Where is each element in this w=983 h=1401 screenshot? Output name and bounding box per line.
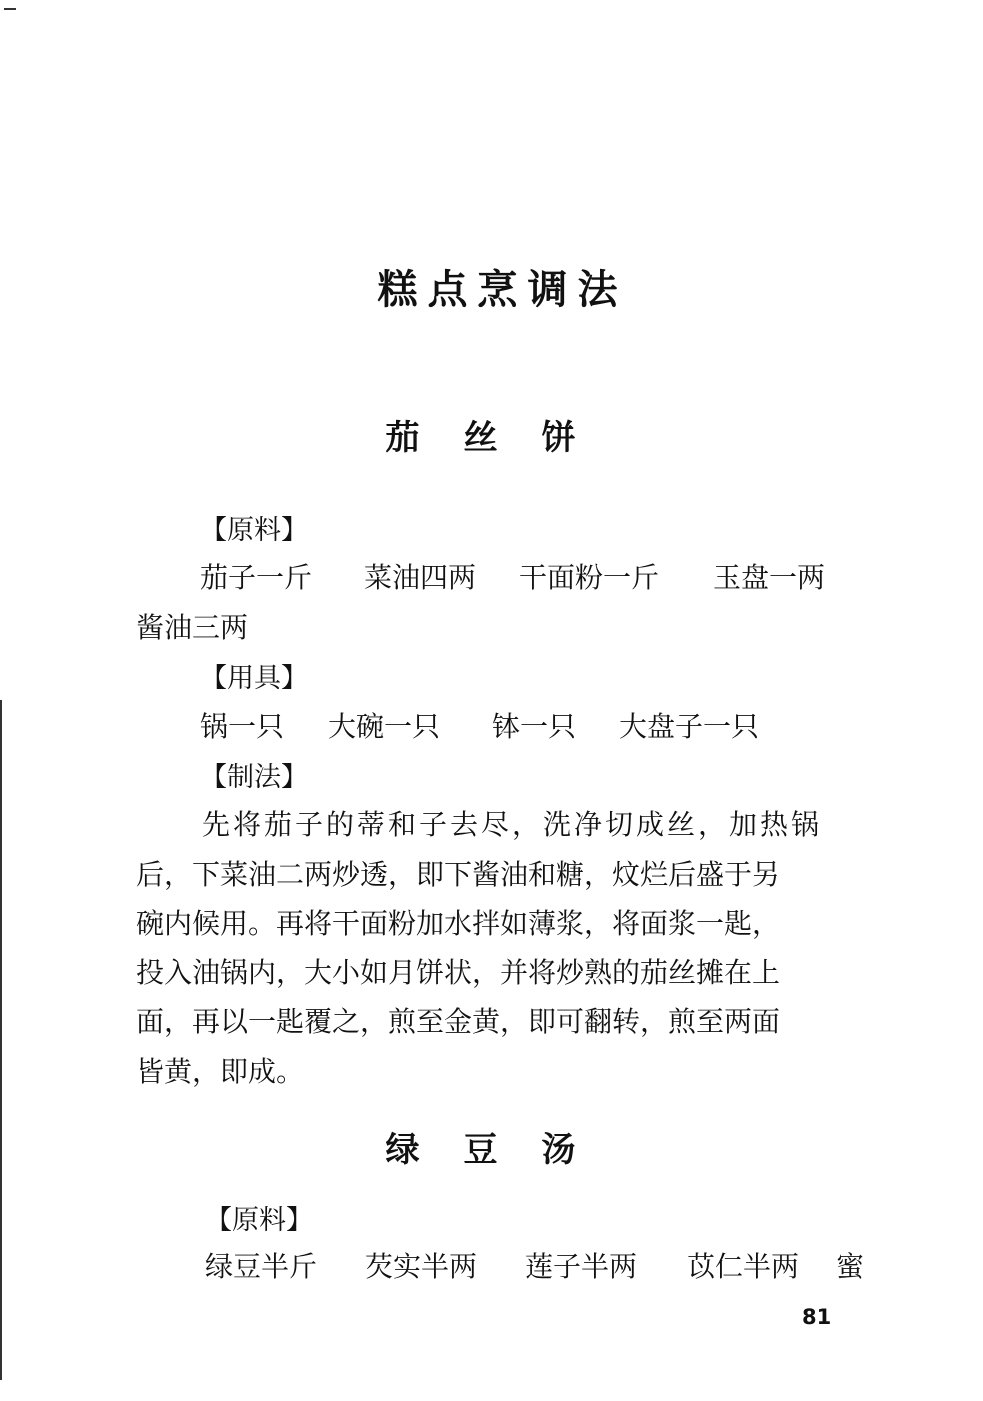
method-line: 皆黄，即成。 (136, 1055, 305, 1088)
tool-item: 大盘子一只 (619, 710, 760, 743)
ingredient-item: 苡仁半两 (687, 1250, 800, 1283)
method-line: 后，下菜油二两炒透，即下酱油和糖，炆烂后盛于另 (136, 858, 781, 891)
method-line: 先将茄子的蒂和子去尽，洗净切成丝，加热锅 (202, 808, 823, 841)
method-label: 【制法】 (200, 762, 308, 793)
method-line: 投入油锅内，大小如月饼状，并将炒熟的茄丝摊在上 (136, 956, 781, 989)
tool-item: 钵一只 (492, 710, 577, 743)
ingredients-line (200, 556, 825, 596)
ingredient-item: 干面粉一斤 (519, 561, 660, 594)
ingredients-line (205, 1245, 864, 1285)
chapter-title: 糕点烹调法 (377, 267, 628, 313)
ingredients-label: 【原料】 (205, 1205, 313, 1236)
page-number: 81 (802, 1305, 832, 1329)
ingredients-line-cont: 酱油三两 (136, 611, 249, 644)
ingredient-item: 蜜 (836, 1250, 865, 1283)
tools-line (200, 705, 759, 745)
ingredient-item: 莲子半两 (525, 1250, 638, 1283)
tool-item: 大碗一只 (328, 710, 441, 743)
top-corner-mark (4, 8, 16, 10)
tool-item: 锅一只 (200, 710, 285, 743)
ingredient-item: 绿豆半斤 (205, 1250, 318, 1283)
recipe-title: 茄丝饼 (385, 418, 620, 458)
tools-label: 【用具】 (200, 663, 308, 694)
recipe-title: 绿豆汤 (385, 1130, 620, 1170)
method-line: 碗内候用。再将干面粉加水拌如薄浆，将面浆一匙， (136, 907, 781, 940)
left-margin-line (0, 700, 2, 1380)
ingredient-item: 芡实半两 (365, 1250, 478, 1283)
ingredients-label: 【原料】 (200, 515, 308, 546)
ingredient-item: 茄子一斤 (200, 561, 313, 594)
method-line: 面，再以一匙覆之，煎至金黄，即可翻转，煎至两面 (136, 1005, 781, 1038)
ingredient-item: 玉盘一两 (713, 561, 826, 594)
ingredient-item: 菜油四两 (364, 561, 477, 594)
